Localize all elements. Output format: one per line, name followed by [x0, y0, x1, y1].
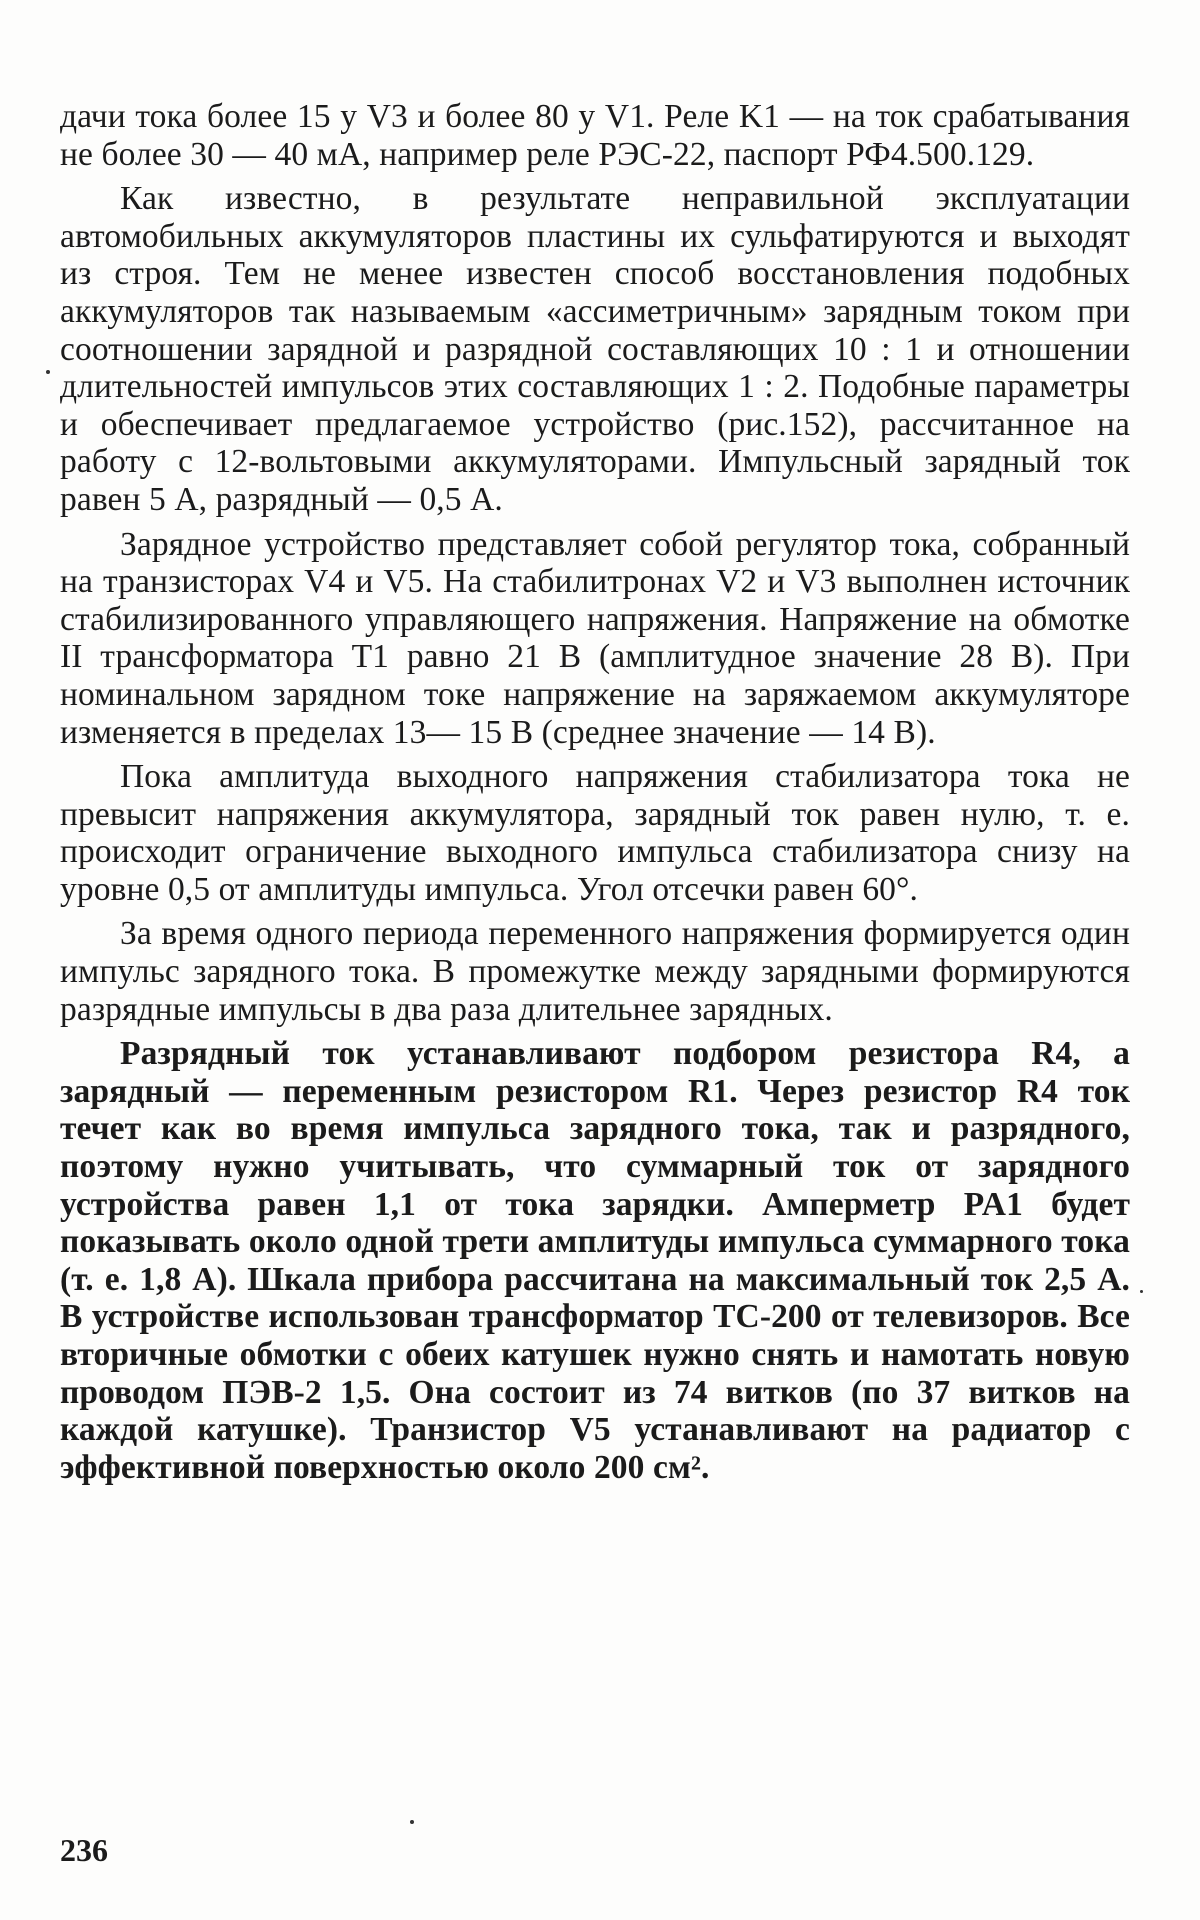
- body-text: [60, 98, 1130, 1493]
- paragraph-pulse-formation: За время одного периода переменного напряжения формируется один импульс зарядного тока. В промежутке между зарядными формируются разрядные импульсы в два раза длительнее зарядных.: [60, 915, 1130, 1028]
- paragraph-discharge-current: Разрядный ток устанавливают подбором резистора R4, а зарядный — переменным резистором R1. Через резистор R4 ток течет как во время импульса зарядного тока, так и разрядного, поэтому нужно учитывать, что суммарный ток от зарядного устройства равен 1,1 от тока зарядки. Амперметр PA1 будет показывать около одной трети амплитуды импульса суммарного тока (т. е. 1,8 А). Шкала прибора рассчитана на максимальный ток 2,5 А. В устройстве использован трансформатор ТС-200 от телевизоров. Все вторичные обмотки с обеих катушек нужно снять и намотать новую проводом ПЭВ-2 1,5. Она состоит из 74 витков (по 37 витков на каждой катушке). Транзистор V5 устанавливают на радиатор с эффективной поверхностью около 200 см².: [60, 1035, 1130, 1486]
- scan-speck: [46, 370, 50, 374]
- page-number: 236: [60, 1832, 108, 1868]
- paragraph-charger-design: Зарядное устройство представляет собой регулятор тока, собранный на транзисторах V4 и V5. На стабилитронах V2 и V3 выполнен источник стабилизированного управляющего напряжения. Напряжение на обмотке II трансформатора T1 равно 21 В (амплитудное значение 28 В). При номинальном зарядном токе напряжение на заряжаемом аккумуляторе изменяется в пределах 13— 15 В (среднее значение — 14 В).: [60, 525, 1130, 751]
- scan-speck: [1140, 1290, 1143, 1293]
- paragraph-relay-specs: дачи тока более 15 у V3 и более 80 у V1. Реле K1 — на ток срабатывания не более 30 — 40 мА, например реле РЭС-22, паспорт РФ4.500.129.: [60, 98, 1130, 173]
- scan-speck: [410, 1820, 414, 1824]
- paragraph-stabilizer-amplitude: Пока амплитуда выходного напряжения стабилизатора тока не превысит напряжения аккумулятора, зарядный ток равен нулю, т. е. происходит ограничение выходного импульса стабилизатора снизу на уровне 0,5 от амплитуды импульса. Угол отсечки равен 60°.: [60, 758, 1130, 908]
- paragraph-battery-restoration: Как известно, в результате неправильной эксплуатации автомобильных аккумуляторов пластины их сульфатируются и выходят из строя. Тем не менее известен способ восстановления подобных аккумуляторов так называемым «ассиметричным» зарядным током при соотношении зарядной и разрядной составляющих 10 : 1 и отношении длительностей импульсов этих составляющих 1 : 2. Подобные параметры и обеспечивает предлагаемое устройство (рис.152), рассчитанное на работу с 12-вольтовыми аккумуляторами. Импульсный зарядный ток равен 5 А, разрядный — 0,5 А.: [60, 180, 1130, 518]
